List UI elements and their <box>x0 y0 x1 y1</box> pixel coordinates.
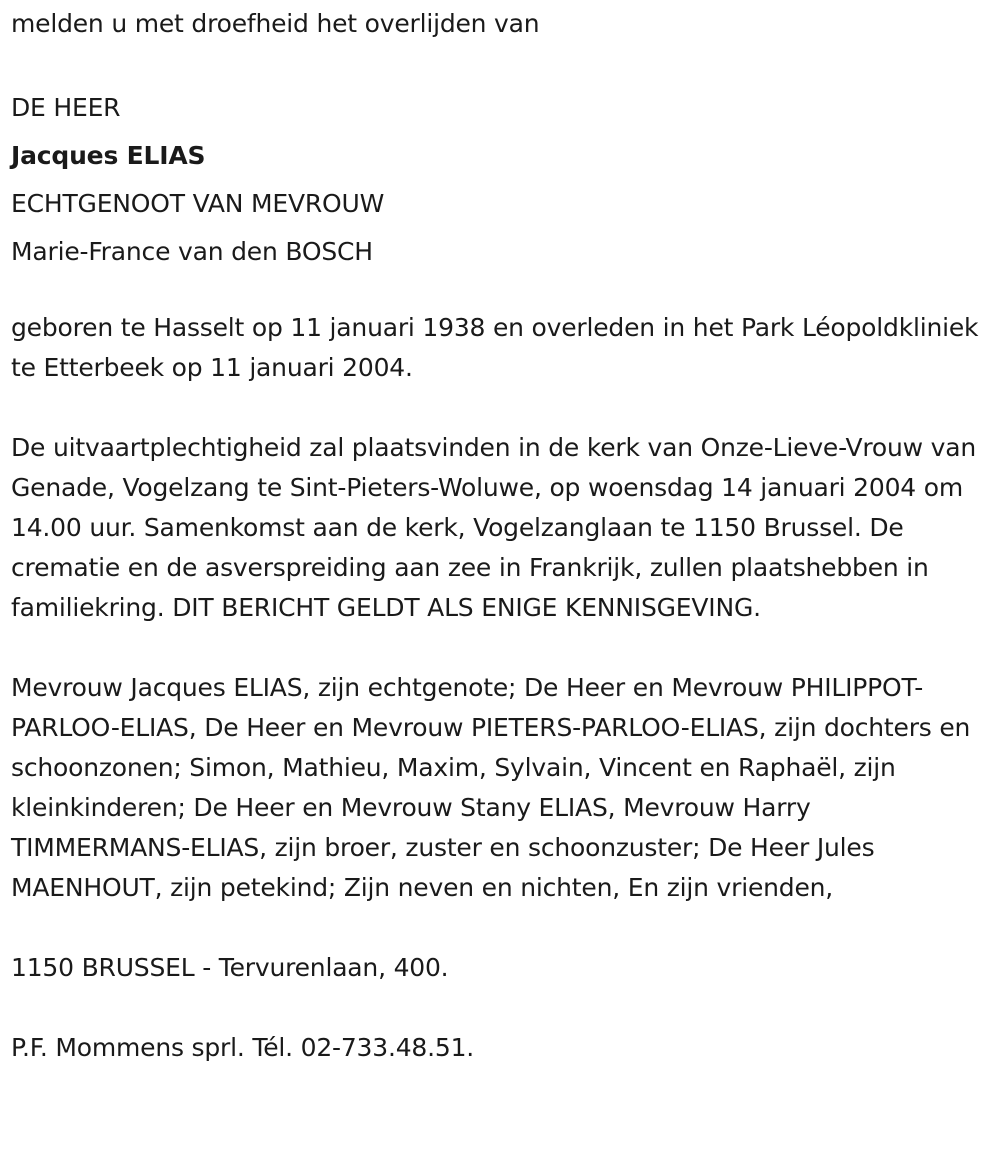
spouse-name: Marie-France van den BOSCH <box>11 237 373 266</box>
ceremony-paragraph: De uitvaartplechtigheid zal plaatsvinden in de kerk van Onze-Lieve-Vrouw van Genade, Vogelzang te Sint-Pieters-Woluwe, op woensdag 14 januari 2004 om 14.00 uur. Samenkomst aan de kerk, Vogelzanglaan te 1150 Brussel. De crematie en de asverspreiding aan zee in Frankrijk, zullen plaatshebben in familiekring. DIT BERICHT GELDT ALS ENIGE KENNISGEVING. <box>11 433 984 622</box>
undertaker-line: P.F. Mommens sprl. Tél. 02-733.48.51. <box>11 1033 475 1062</box>
deceased-name: Jacques ELIAS <box>11 141 206 170</box>
intro-text: melden u met droefheid het overlijden van <box>11 9 540 38</box>
spacer <box>11 276 993 308</box>
deceased-block <box>11 84 993 276</box>
spouse-label: ECHTGENOOT VAN MEVROUW <box>11 189 385 218</box>
birth-death-paragraph: geboren te Hasselt op 11 januari 1938 en overleden in het Park Léopoldkliniek te Etterbeek op 11 januari 2004. <box>11 313 987 382</box>
death-notice <box>11 4 993 1068</box>
spacer <box>11 908 993 948</box>
spacer <box>11 44 993 84</box>
title-prefix: DE HEER <box>11 93 121 122</box>
address-line: 1150 BRUSSEL - Tervurenlaan, 400. <box>11 953 449 982</box>
spacer <box>11 388 993 428</box>
spacer <box>11 988 993 1028</box>
family-paragraph: Mevrouw Jacques ELIAS, zijn echtgenote; De Heer en Mevrouw PHILIPPOT-PARLOO-ELIAS, De Heer en Mevrouw PIETERS-PARLOO-ELIAS, zijn dochters en schoonzonen; Simon, Mathieu, Maxim, Sylvain, Vincent en Raphaël, zijn kleinkinderen; De Heer en Mevrouw Stany ELIAS, Mevrouw Harry TIMMERMANS-ELIAS, zijn broer, zuster en schoonzuster; De Heer Jules MAENHOUT, zijn petekind; Zijn neven en nichten, En zijn vrienden, <box>11 673 978 902</box>
spacer <box>11 628 993 668</box>
